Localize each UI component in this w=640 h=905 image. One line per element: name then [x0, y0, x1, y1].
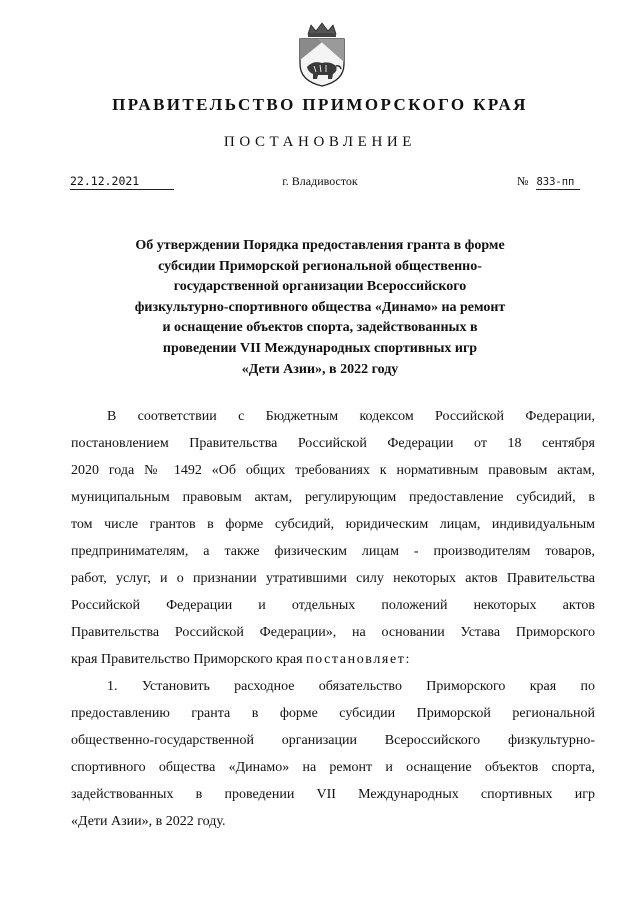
item-1-line: задействованных в проведении VII Международных спортивных игр — [71, 787, 595, 802]
preamble-line: В соответствии с Бюджетным кодексом Российской Федерации, — [107, 409, 595, 424]
preamble-line: Правительства Российской Федерации», на основании Устава Приморского — [71, 625, 595, 640]
document-number — [517, 174, 581, 190]
preamble-line: постановлением Правительства Российской Федерации от 18 сентября — [71, 436, 595, 451]
heading-line: субсидии Приморской региональной общественно- — [158, 258, 482, 274]
resolves-word: постановляет: — [306, 652, 411, 667]
heading-line: проведении VII Международных спортивных игр — [162, 340, 478, 356]
preamble-line: муниципальным правовым актам, регулирующим предоставление субсидий, в — [71, 490, 595, 505]
preamble-line: Российской Федерации и отдельных положений некоторых актов — [71, 598, 595, 613]
heading-line: «Дети Азии», в 2022 году — [241, 361, 399, 377]
preamble-last-line — [71, 646, 595, 673]
preamble-line: работ, услуг, и о признании утратившими силу некоторых актов Правительства — [71, 571, 595, 586]
item-1-line: предоставлению гранта в форме субсидии Приморской региональной — [71, 706, 595, 721]
item-1-line: спортивного общества «Динамо» на ремонт и оснащение объектов спорта, — [71, 760, 595, 775]
document-type: ПОСТАНОВЛЕНИЕ — [223, 134, 417, 150]
item-1-line: «Дети Азии», в 2022 году. — [71, 814, 226, 829]
document-heading — [115, 236, 525, 380]
number-sign: № — [517, 174, 529, 188]
preamble-last-text: края Правительство Приморского края — [71, 652, 307, 667]
item-1-line: 1. Установить расходное обязательство Приморского края по — [107, 679, 595, 694]
coat-of-arms-icon — [296, 22, 348, 88]
heading-line: государственной организации Всероссийского — [173, 279, 467, 295]
preamble-line: том числе грантов в форме субсидий, юридическим лицам, индивидуальным — [71, 517, 595, 532]
document-date: 22.12.2021 — [70, 174, 174, 190]
heading-line: Об утверждении Порядка предоставления гранта в форме — [135, 238, 505, 253]
heading-line: и оснащение объектов спорта, задействованных в — [162, 320, 478, 336]
government-title: ПРАВИТЕЛЬСТВО ПРИМОРСКОГО КРАЯ — [112, 95, 528, 114]
document-city: г. Владивосток — [282, 174, 358, 188]
document-body — [71, 403, 595, 835]
heading-line: физкультурно-спортивного общества «Динамо» на ремонт — [134, 299, 506, 315]
preamble-line: 2020 года № 1492 «Об общих требованиях к нормативным правовым актам, — [71, 463, 595, 478]
preamble-line: предпринимателям, а также физическим лицам - производителям товаров, — [71, 544, 595, 559]
item-1-line: общественно-государственной организации Всероссийского физкультурно- — [71, 733, 595, 748]
number-value: 833-пп — [536, 176, 580, 190]
